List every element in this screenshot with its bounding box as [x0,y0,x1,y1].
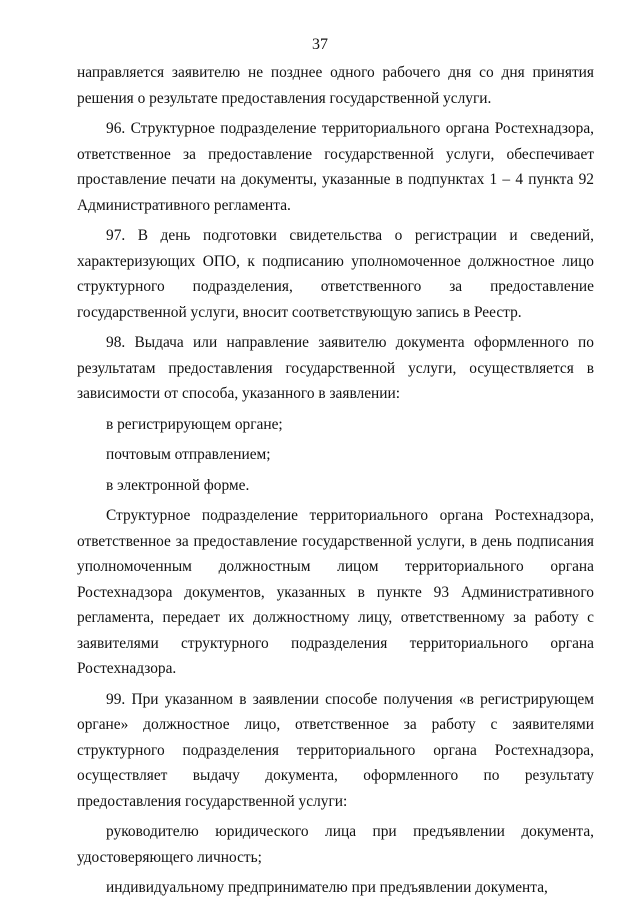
list-item-electronic: в электронной форме. [106,476,250,494]
paragraph-96: 96. Структурное подразделение территориального органа Ростехнадзора, ответственное за предоставление государственной услуги, обеспечивает проставление печати на документы, указанные в подпунктах 1 – 4 пункта 92 Административного регламента. [77,120,594,214]
list-item-postal: почтовым отправлением; [106,446,271,463]
list-item-legal-entity-head: руководителю юридического лица при предъявлении документа, удостоверяющего личность; [77,823,594,866]
document-body [77,60,594,901]
list-item-individual-entrepreneur: индивидуальному предпринимателю при предъявлении документа, [106,879,548,896]
list-item-registering-body: в регистрирующем органе; [106,415,283,433]
paragraph-99: 99. При указанном в заявлении способе получения «в регистрирующем органе» должностное лицо, ответственное за работу с заявителями структурного подразделения территориального органа Ростехнадзора, осуществляет выдачу документа, оформленного по результату предоставления государственной услуги: [77,690,594,810]
paragraph-97: 97. В день подготовки свидетельства о регистрации и сведений, характеризующих ОПО, к подписанию уполномоченное должностное лицо структурного подразделения, ответственного за предоставление государственной услуги, вносит соответствующую запись в Реестр. [77,227,594,321]
paragraph-structural-unit: Структурное подразделение территориального органа Ростехнадзора, ответственное за предоставление государственной услуги, в день подписания уполномоченным должностным лицом территориального органа Ростехнадзора документов, указанных в пункте 93 Административного регламента, передает их должностному лицу, ответственному за работу с заявителями структурного подразделения территориального органа Ростехнадзора. [77,507,594,677]
paragraph-continuation: направляется заявителю не позднее одного рабочего дня со дня принятия решения о результате предоставления государственной услуги. [77,64,594,107]
page-number: 37 [312,36,328,53]
paragraph-98: 98. Выдача или направление заявителю документа оформленного по результатам предоставления государственной услуги, осуществляется в зависимости от способа, указанного в заявлении: [77,334,594,402]
